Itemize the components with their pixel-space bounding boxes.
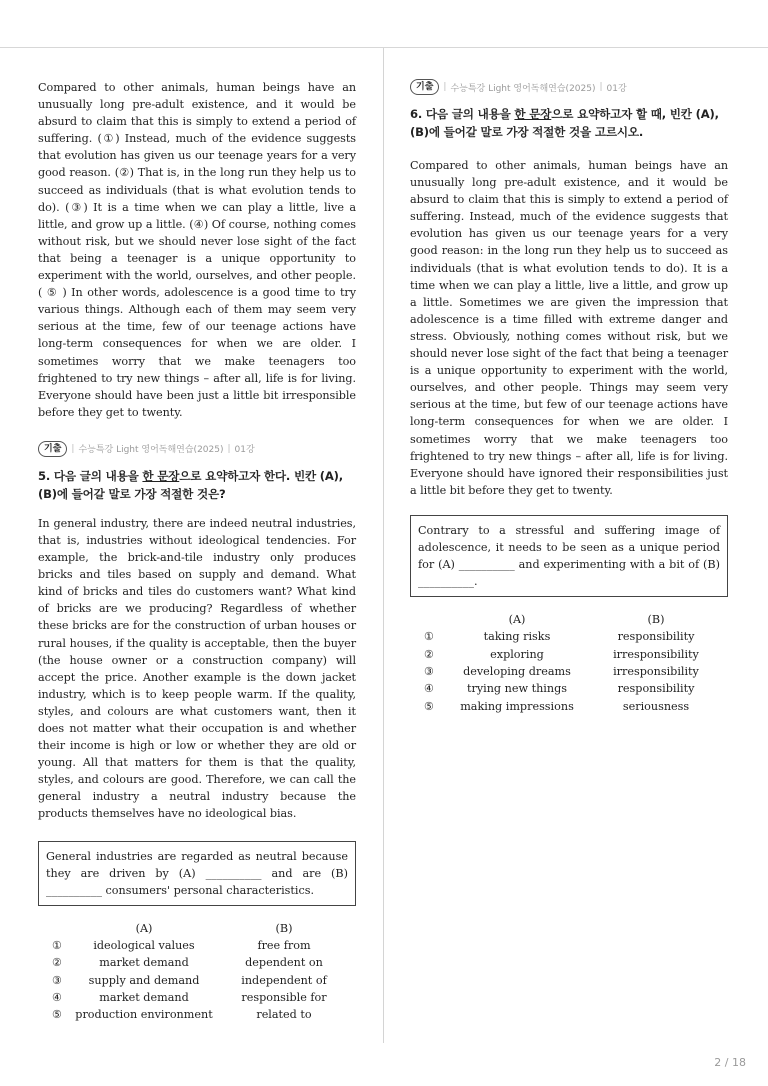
right-column bbox=[410, 79, 728, 715]
header-rule bbox=[0, 47, 768, 48]
q6-summary-text: Contrary to a stressful and suffering image of adolescence, it needs to be seen as a unique period for (A) __________ and experimenting with a bit of (B) __________. bbox=[418, 523, 720, 588]
choice-a: supply and demand bbox=[88, 973, 200, 987]
q6-choice-1[interactable] bbox=[420, 628, 716, 645]
previous-question-passage: Compared to other animals, human beings have an unusually long pre-adult existence, and it would be absurd to claim that this is simply to extend a period of suffering. (①) Instead, much of the evidence suggests that evolution has given us our teenage years for a very good reason. (②) That is, in the long run they help us to succeed as individuals (that is what evolution tends to do). (③) It is a time when we can play a little, live a little, and grow up a little. (④) Of course, nothing comes without risk, but we should never lose sight of the fact that being a teenager is a unique opportunity to experiment with the world, ourselves, and other people. ( ⑤ ) In other words, adolescence is a good time to try various things. Although each of them may seem very serious at the time, few of our teenage actions have long-term consequences for when we are older. I sometimes worry that we make teenagers too frightened to try new things – after all, life is for living. Everyone should have been just a little bit irresponsible before they get to twenty. bbox=[38, 81, 356, 419]
choice-b: responsible for bbox=[241, 990, 327, 1004]
choice-number: ⑤ bbox=[423, 699, 435, 713]
q6-header-a: (A) bbox=[508, 613, 526, 627]
q5-title-underline: 한 문장 bbox=[142, 468, 180, 483]
choice-b: related to bbox=[256, 1008, 312, 1022]
page-number: 2 / 18 bbox=[714, 1056, 746, 1069]
q6-tag-separator: | bbox=[443, 82, 447, 92]
choice-b: irresponsibility bbox=[613, 664, 699, 678]
choice-number: ② bbox=[423, 647, 435, 661]
q5-tag-badge: 기출 bbox=[38, 441, 67, 457]
q5-title bbox=[38, 467, 356, 503]
choice-number: ③ bbox=[51, 973, 63, 987]
q6-choices-header bbox=[420, 611, 716, 628]
q6-tagline bbox=[410, 79, 728, 95]
choice-number: ① bbox=[51, 939, 63, 952]
choice-number: ① bbox=[423, 630, 435, 644]
choice-number: ② bbox=[51, 956, 63, 970]
q5-title-pre: 5. 다음 글의 내용을 bbox=[38, 468, 143, 483]
q5-summary-text: General industries are regarded as neutral because they are driven by (A) __________ and are (B) __________ consumers' personal characteristics. bbox=[46, 849, 348, 897]
choice-number: ④ bbox=[423, 682, 435, 696]
choice-a: taking risks bbox=[483, 630, 551, 644]
choice-a: making impressions bbox=[460, 699, 574, 713]
q6-title-post: 으로 요약하고자 할 때, 빈칸 (A), (B)에 들어갈 말로 가장 적절한 것을 고르시오. bbox=[410, 107, 719, 139]
choice-a: production environment bbox=[75, 1008, 213, 1022]
q6-choices-table bbox=[420, 611, 716, 715]
q6-choice-2[interactable] bbox=[420, 645, 716, 662]
q5-choice-3[interactable] bbox=[48, 971, 346, 988]
q6-header-b: (B) bbox=[647, 613, 665, 627]
choice-number: ④ bbox=[51, 990, 63, 1004]
q6-choice-3[interactable] bbox=[420, 663, 716, 680]
q5-choice-5[interactable] bbox=[48, 1006, 346, 1023]
choice-a: ideological values bbox=[93, 939, 195, 952]
q6-source-separator: | bbox=[599, 82, 603, 92]
q6-passage: Compared to other animals, human beings have an unusually long pre-adult existence, and it would be absurd to claim that this is simply to extend a period of suffering. Instead, much of the evidence suggests that evolution has given us our teenage years for a very good reason: in the long run they help us to succeed as individuals (that is what evolution tends to do). It is a time when we can play a little, live a little, and grow up a little. Sometimes we are given the impression that adolescence is a time filled with extreme danger and stress. Obviously, nothing comes without risk, but we should never lose sight of the fact that being a teenager is a unique opportunity to experiment with the world, ourselves, and other people. Things may seem very serious at the time, but few of our teenage actions have long-term consequences for when we are older. I sometimes worry that we make teenagers too frightened to try new things – after all, life is for living. Everyone should have ignored their responsibilities just a little bit before they get to twenty. bbox=[410, 159, 728, 497]
choice-b: responsibility bbox=[617, 682, 695, 696]
q6-title-underline: 한 문장 bbox=[514, 107, 552, 121]
q5-choice-1[interactable] bbox=[48, 937, 346, 954]
column-divider bbox=[383, 48, 384, 1043]
choice-b: independent of bbox=[241, 973, 327, 987]
q5-choice-4[interactable] bbox=[48, 989, 346, 1006]
left-column bbox=[38, 79, 356, 1023]
q5-passage: In general industry, there are indeed neutral industries, that is, industries without ideological tendencies. For example, the brick-and-tile industry only produces bricks and tiles based on supply and demand. What kind of bricks and tiles do customers want? What kind of bricks are we producing? Regardless of whether these bricks are for the construction of urban houses or rural houses, if the quality is acceptable, then the buyer (the house owner or a construction company) will accept the price. Another example is the down jacket industry, which is to keep people warm. If the quality, styles, and colours are what customers want, then it does not matter what their occupation is and whether their income is high or low or whether they are old or young. All that matters for them is that the quality, styles, and colours are good. Therefore, we can call the general industry a neutral industry because the products themselves have no ideological bias. bbox=[38, 516, 356, 821]
q5-title-post: 으로 요약하고자 한다. 빈칸 (A), (B)에 들어갈 말로 가장 적절한 것은? bbox=[38, 468, 343, 501]
q5-choice-2[interactable] bbox=[48, 954, 346, 971]
q5-source-separator: | bbox=[227, 443, 231, 454]
q6-tag-badge: 기출 bbox=[410, 79, 439, 95]
choice-number: ⑤ bbox=[51, 1008, 63, 1022]
q5-lesson: 01강 bbox=[234, 445, 255, 456]
choice-a: developing dreams bbox=[463, 664, 571, 678]
choice-b: dependent on bbox=[245, 956, 323, 970]
q5-tag-separator: | bbox=[71, 443, 75, 454]
choice-a: market demand bbox=[99, 990, 189, 1004]
choice-number: ③ bbox=[423, 664, 435, 678]
q6-source: 수능특강 Light 영어독해연습(2025) bbox=[450, 83, 596, 94]
q6-summary-box bbox=[410, 515, 728, 597]
q6-choice-5[interactable] bbox=[420, 697, 716, 714]
choice-b: irresponsibility bbox=[613, 647, 699, 661]
q5-summary-box bbox=[38, 841, 356, 906]
q6-lesson: 01강 bbox=[606, 83, 627, 94]
q6-title-pre: 6. 다음 글의 내용을 bbox=[410, 107, 515, 121]
q5-choices-table bbox=[48, 920, 346, 1024]
q6-title bbox=[410, 105, 728, 141]
choice-b: responsibility bbox=[617, 630, 695, 644]
q5-tagline bbox=[38, 441, 356, 457]
choice-a: exploring bbox=[490, 647, 544, 661]
choice-b: seriousness bbox=[622, 699, 690, 713]
q5-header-b: (B) bbox=[275, 921, 293, 935]
choice-a: market demand bbox=[99, 956, 189, 970]
q6-choice-4[interactable] bbox=[420, 680, 716, 697]
choice-a: trying new things bbox=[466, 682, 567, 696]
q5-source: 수능특강 Light 영어독해연습(2025) bbox=[78, 445, 224, 456]
choice-b: free from bbox=[257, 939, 311, 952]
q5-header-a: (A) bbox=[135, 921, 153, 935]
q5-choices-header bbox=[48, 920, 346, 937]
